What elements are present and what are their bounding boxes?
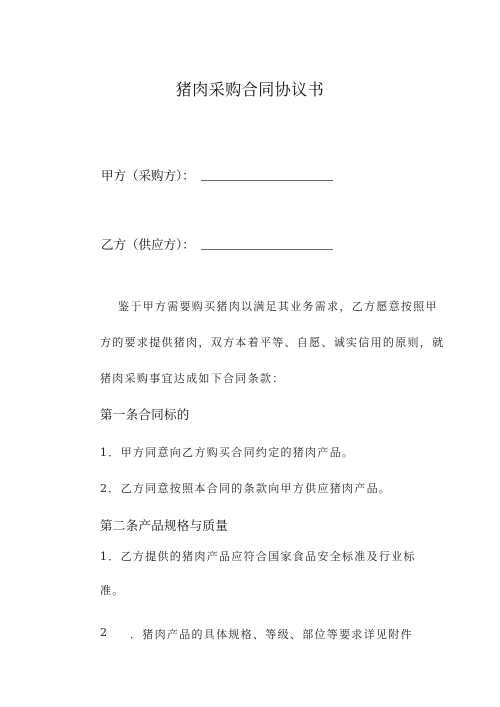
party-b-blank-line xyxy=(201,249,333,250)
document-title: 猪肉采购合同协议书 xyxy=(175,80,325,99)
party-a-blank-line xyxy=(201,180,333,181)
article-2-item-line: 1．乙方提供的猪肉产品应符合国家食品安全标准及行业标 xyxy=(100,550,416,563)
party-b-row xyxy=(101,235,333,253)
party-a-label: 甲方（采购方）： xyxy=(101,168,195,183)
intro-line: 猪肉采购事宜达成如下合同条款： xyxy=(100,372,285,385)
article-2-item-number: 2 xyxy=(100,626,107,639)
party-b-label: 乙方（供应方）： xyxy=(101,237,195,252)
article-1-item: 1．甲方同意向乙方购买合同约定的猪肉产品。 xyxy=(100,446,355,459)
article-2-heading: 第二条产品规格与质量 xyxy=(100,518,229,533)
party-a-row xyxy=(101,166,333,184)
article-2-item-text: ．猪肉产品的具体规格、等级、部位等要求详见附件 xyxy=(130,628,413,641)
article-1-item: 2．乙方同意按照本合同的条款向甲方供应猪肉产品。 xyxy=(100,482,392,495)
article-1-heading: 第一条合同标的 xyxy=(100,407,190,422)
intro-line: 方的要求提供猪肉，双方本着平等、自愿、诚实信用的原则，就 xyxy=(100,336,445,349)
intro-line: 鉴于甲方需要购买猪肉以满足其业务需求，乙方愿意按照甲 xyxy=(118,300,438,313)
article-2-item-line: 准。 xyxy=(100,584,125,597)
